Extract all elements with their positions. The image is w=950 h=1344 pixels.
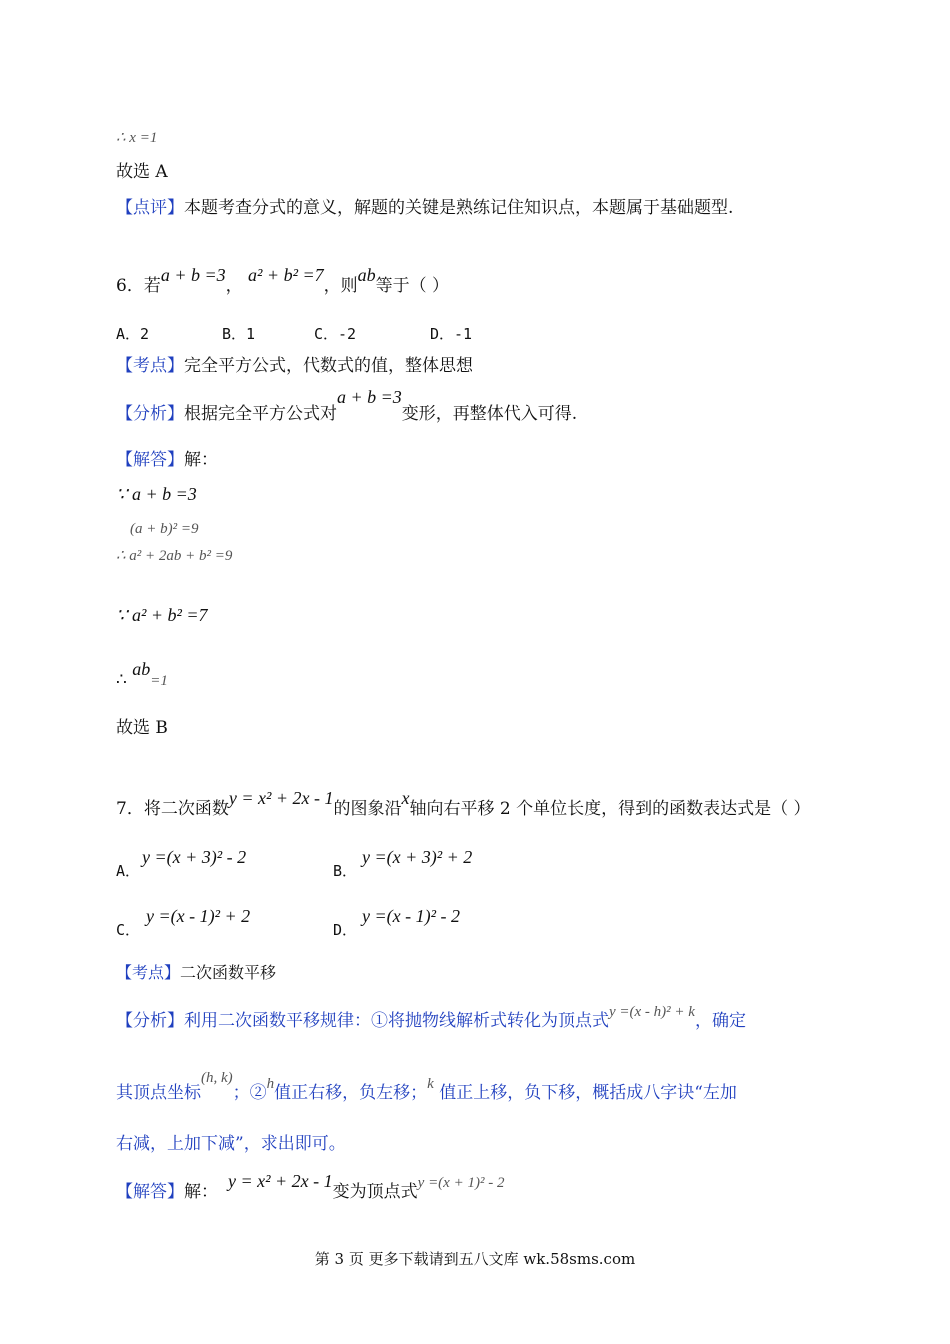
q7-option-d-label: D．	[333, 921, 358, 939]
comment-line	[116, 197, 733, 219]
q6-sep: ，	[225, 276, 243, 296]
q7-x: x	[401, 788, 410, 808]
q6-fenxi-math: a + b =3	[337, 387, 402, 407]
q6-ab: ab	[357, 265, 376, 285]
q7-option-c-label: C．	[116, 921, 141, 939]
q6-mid: ，则	[323, 276, 358, 296]
q6-option-a: A．2	[116, 325, 150, 343]
q7-option-d: y =(x - 1)² - 2	[362, 906, 460, 926]
q7-jieda-tag: 【解答】	[116, 1182, 184, 1202]
choose-a: 故选 A	[116, 162, 168, 182]
q7-option-b-label: B．	[333, 862, 358, 880]
q7-option-a-label: A．	[116, 862, 141, 880]
q6-step5	[116, 659, 168, 692]
q6-step1: ∵ a + b =3	[116, 484, 197, 504]
q7-h: h	[266, 1076, 275, 1092]
q7-stem-b: 的图象沿	[333, 799, 402, 819]
q6-jieda-text: 解：	[184, 450, 218, 470]
q6-option-b: B．1	[222, 325, 256, 343]
q6-choose: 故选 B	[116, 718, 168, 738]
q7-kaodian	[116, 962, 276, 984]
q7-fenxi-a: 利用二次函数平移规律：①将抛物线解析式转化为顶点式	[184, 1011, 609, 1031]
q7-kaodian-tag: 【考点】	[116, 963, 181, 982]
q6-step5-val: =1	[150, 673, 168, 689]
q6-kaodian	[116, 355, 473, 377]
q7-kaodian-text: 二次函数平移	[180, 963, 277, 982]
q7-jieda-text: 解：	[184, 1182, 218, 1202]
q6-option-c: C．-2	[314, 325, 357, 343]
q7-func: y = x² + 2x - 1	[228, 788, 334, 808]
q7-jieda-vertex: y =(x + 1)² - 2	[417, 1175, 505, 1191]
q6-fenxi-b: 变形，再整体代入可得.	[401, 404, 578, 424]
q7-fenxi	[116, 1004, 746, 1033]
q6-jieda	[116, 449, 218, 471]
q6-fenxi-a: 根据完全平方公式对	[184, 404, 337, 424]
q6-kaodian-text: 完全平方公式，代数式的值，整体思想	[184, 356, 473, 376]
q7-option-b: y =(x + 3)² + 2	[362, 847, 473, 867]
q6-step5-sym: ∴	[116, 670, 127, 690]
q6-cond1: a + b =3	[160, 265, 226, 285]
q7-k: k	[427, 1076, 434, 1092]
q6-step3: ∴ a² + 2ab + b² =9	[116, 548, 233, 564]
q6-step2: (a + b)² =9	[130, 521, 199, 537]
page-footer: 第 3 页 更多下载请到五八文库 wk.58sms.com	[314, 1250, 636, 1268]
q6-stem-a: 6．若	[116, 276, 161, 296]
q6-option-d: D．-1	[430, 325, 473, 343]
q7-stem-c: 轴向右平移 2 个单位长度，得到的函数表达式是（ ）	[409, 799, 811, 819]
q7-fenxi-tag: 【分析】	[116, 1011, 184, 1031]
q6-step4: ∵ a² + b² =7	[116, 605, 208, 625]
q6-fenxi	[116, 387, 578, 425]
q7-line2-c: 值正右移，负左移；	[274, 1083, 428, 1103]
q6-fenxi-tag: 【分析】	[116, 404, 184, 424]
q7-option-a: y =(x + 3)² - 2	[142, 847, 247, 867]
q7-line2-a: 其顶点坐标	[116, 1083, 201, 1103]
q6-kaodian-tag: 【考点】	[116, 356, 184, 376]
q7-fenxi-line2	[116, 1070, 737, 1105]
q6-jieda-tag: 【解答】	[116, 450, 184, 470]
therefore-x: ∴ x =1	[116, 130, 158, 146]
comment-tag: 【点评】	[116, 198, 184, 218]
q6-stem	[116, 265, 450, 297]
q7-line2-b: ；②	[232, 1083, 267, 1103]
q7-fenxi-line3: 右减，上加下减”，求出即可。	[116, 1134, 346, 1154]
q7-stem-a: 7．将二次函数	[116, 799, 229, 819]
comment-text: 本题考查分式的意义，解题的关键是熟练记住知识点，本题属于基础题型.	[184, 198, 734, 218]
q7-vertex-form: y =(x - h)² + k	[609, 1004, 695, 1020]
q6-step5-ab: ab	[132, 659, 151, 679]
q6-tail: 等于（ ）	[375, 276, 450, 296]
q7-jieda	[116, 1171, 505, 1204]
q7-option-c: y =(x - 1)² + 2	[146, 906, 251, 926]
q7-line2-d: 值正上移，负下移，概括成八字诀“左加	[439, 1083, 737, 1103]
q7-jieda-func: y = x² + 2x - 1	[228, 1171, 333, 1191]
q7-jieda-mid: 变为顶点式	[332, 1182, 418, 1202]
q7-hk: (h, k)	[201, 1070, 233, 1086]
q7-stem	[116, 788, 811, 820]
q6-cond2: a² + b² =7	[248, 265, 324, 285]
q7-fenxi-b: ，确定	[694, 1011, 746, 1031]
